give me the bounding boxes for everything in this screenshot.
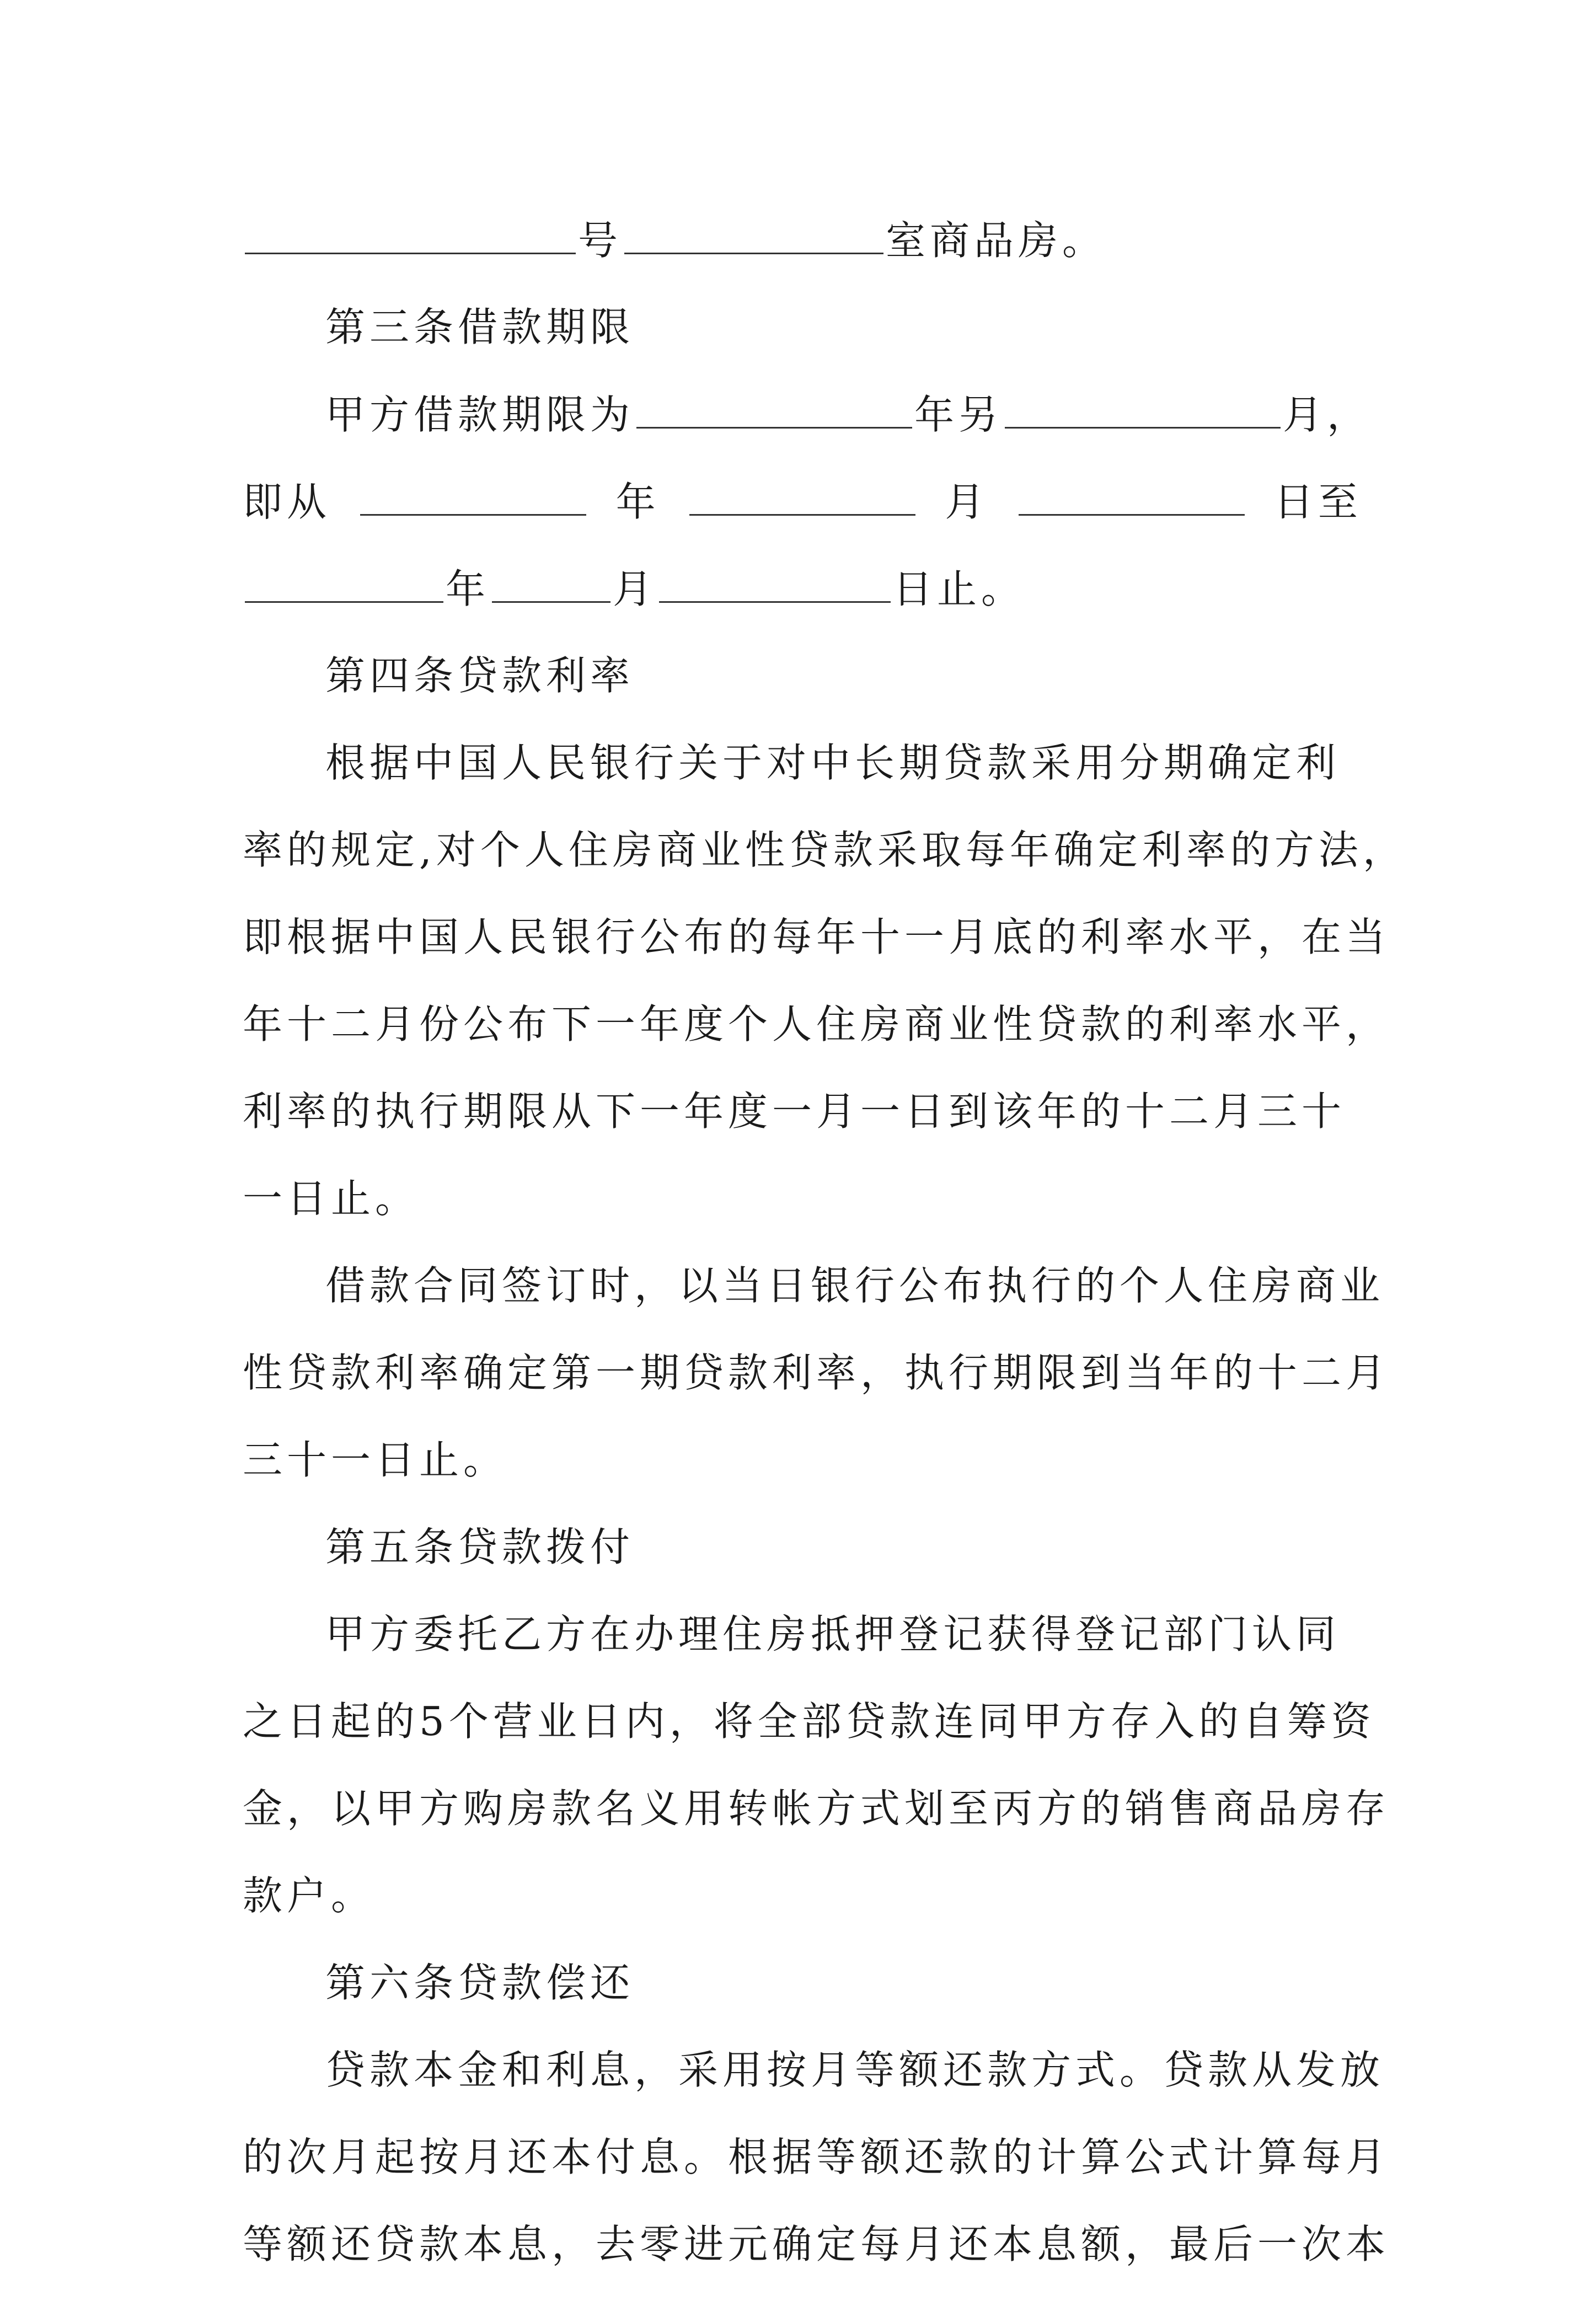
text-start-month: 月 bbox=[945, 479, 989, 525]
text-room-suffix: 室商品房。 bbox=[886, 217, 1107, 264]
paragraph-line: 性贷款利率确定第一期贷款利率，执行期限到当年的十二月 bbox=[243, 1350, 1390, 1396]
paragraph-line: 三十一日止。 bbox=[243, 1437, 508, 1483]
paragraph-line: 的次月起按月还本付息。根据等额还款的计算公式计算每月 bbox=[243, 2134, 1390, 2180]
paragraph-line: 之日起的5个营业日内，将全部贷款连同甲方存入的自筹资 bbox=[243, 1698, 1375, 1745]
paragraph-line: 甲方委托乙方在办理住房抵押登记获得登记部门认同 bbox=[325, 1611, 1341, 1657]
text-end-year: 年 bbox=[446, 566, 490, 612]
paragraph-line: 款户。 bbox=[243, 1872, 376, 1919]
text-month-comma: 月， bbox=[1283, 392, 1372, 438]
text-day-to: 日至 bbox=[1273, 479, 1362, 525]
paragraph-line: 一日止。 bbox=[243, 1175, 420, 1222]
line-term-end bbox=[243, 558, 1362, 645]
blank-building[interactable] bbox=[245, 210, 576, 254]
paragraph-line: 年十二月份公布下一年度个人住房商业性贷款的利率水平， bbox=[243, 1001, 1390, 1047]
blank-end-day[interactable] bbox=[659, 558, 891, 603]
heading-article-3: 第三条借款期限 bbox=[325, 304, 635, 350]
paragraph-line: 借款合同签订时，以当日银行公布执行的个人住房商业 bbox=[325, 1262, 1385, 1309]
blank-start-year[interactable] bbox=[360, 471, 586, 516]
text-start-year: 年 bbox=[615, 479, 660, 525]
blank-start-month[interactable] bbox=[689, 471, 915, 516]
heading-article-5: 第五条贷款拨付 bbox=[325, 1524, 635, 1570]
paragraph-line: 贷款本金和利息，采用按月等额还款方式。贷款从发放 bbox=[325, 2047, 1385, 2093]
blank-end-month[interactable] bbox=[492, 558, 610, 603]
blank-room[interactable] bbox=[624, 210, 883, 254]
blank-term-months[interactable] bbox=[1005, 384, 1281, 429]
heading-article-4: 第四条贷款利率 bbox=[325, 652, 635, 699]
blank-end-year[interactable] bbox=[245, 558, 443, 603]
paragraph-line: 即根据中国人民银行公布的每年十一月底的利率水平，在当 bbox=[243, 914, 1390, 960]
paragraph-line: 等额还贷款本息，去零进元确定每月还本息额，最后一次本 bbox=[243, 2221, 1390, 2267]
paragraph-line: 金，以甲方购房款名义用转帐方式划至丙方的销售商品房存 bbox=[243, 1785, 1390, 1832]
text-term-label: 甲方借款期限为 bbox=[325, 392, 635, 438]
text-hao: 号 bbox=[578, 217, 623, 264]
heading-article-6: 第六条贷款偿还 bbox=[325, 1960, 635, 2006]
paragraph-line: 根据中国人民银行关于对中长期贷款采用分期确定利 bbox=[325, 740, 1341, 786]
line-room bbox=[243, 210, 1362, 297]
text-end-day: 日止。 bbox=[893, 566, 1026, 612]
blank-start-day[interactable] bbox=[1019, 471, 1245, 516]
text-from: 即从 bbox=[243, 479, 331, 525]
paragraph-line: 率的规定,对个人住房商业性贷款采取每年确定利率的方法， bbox=[243, 827, 1407, 873]
contract-body bbox=[243, 210, 1407, 2301]
blank-term-years[interactable] bbox=[636, 384, 912, 429]
paragraph-line: 利率的执行期限从下一年度一月一日到该年的十二月三十 bbox=[243, 1088, 1346, 1135]
line-loan-term bbox=[243, 384, 1372, 471]
line-term-start bbox=[243, 471, 1362, 558]
text-end-month: 月 bbox=[613, 566, 657, 612]
text-year-extra: 年另 bbox=[914, 392, 1003, 438]
